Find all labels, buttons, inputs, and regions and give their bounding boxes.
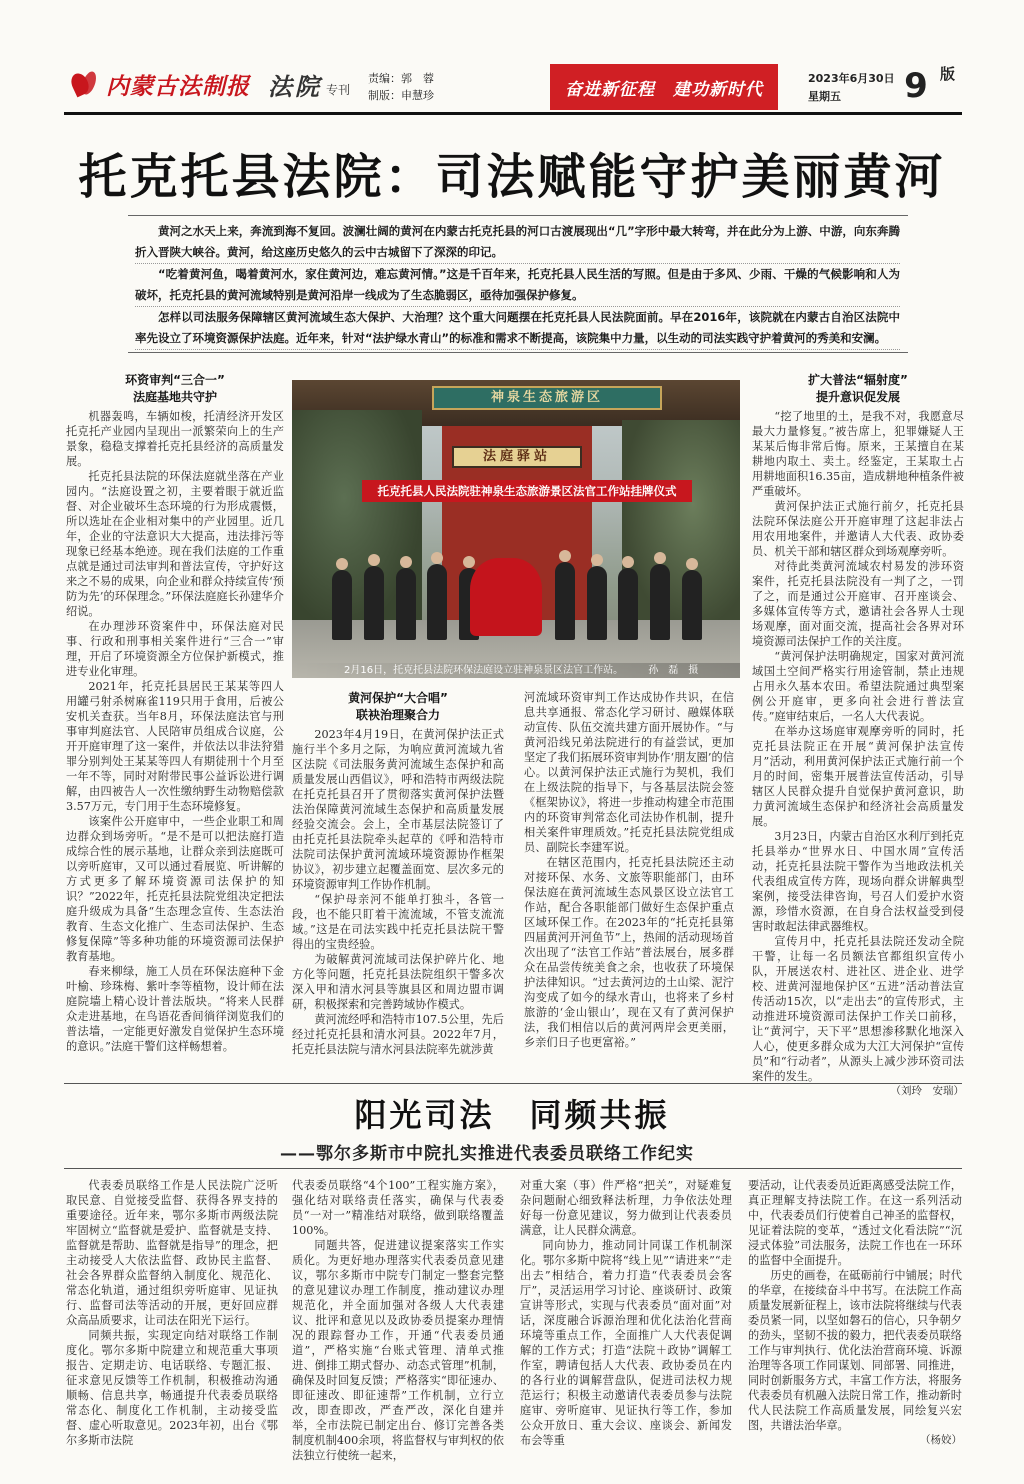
body-paragraph: 春来柳绿，施工人员在环保法庭种下金叶榆、珍珠梅、紫叶李等植物，设计师在法庭院墙上精心设计普法版块。“将来人民群众走进基地，在鸟语花香间徜徉浏览我们的普法墙，一定能更好激发自觉保护生态环境的意识。”法庭干警们这样畅想着。 bbox=[66, 965, 284, 1053]
caption-text: 2月16日，托克托县法院环保法庭设立驻神泉景区法官工作站。 bbox=[344, 665, 624, 676]
body-paragraph: 托克托县法院的环保法庭就坐落在产业园内。“法庭设置之初，主要着眼于就近监督、对企业破坏生态环境的行为形成震慑，所以选址在企业相对集中的产业园里。近几年，企业的守法意识大大提高，违法排污等现象已经基本绝迹。现在我们法庭的工作重点就是通过司法审判和普法宣传，守护好这来之不易的成果，向企业和群众持续宣传‘预防为先’的环保理念。”环保法庭庭长孙建华介绍说。 bbox=[66, 470, 284, 618]
subhead-line: 扩大普法“辐射度” bbox=[808, 373, 908, 387]
person bbox=[364, 566, 384, 640]
body-paragraph: 为破解黄河流域司法保护碎片化、地方化等问题，托克托县法院组织干警多次深入甲和清水河县等旗县区和周边盟市调研，积极探索和完善跨域协作模式。 bbox=[292, 953, 504, 1011]
article1-intro bbox=[135, 221, 900, 350]
weekday-text: 星期五 bbox=[808, 90, 841, 103]
court-station-photo bbox=[292, 380, 740, 678]
intro-paragraph: 黄河之水天上来，奔流到海不复回。波澜壮阔的黄河在内蒙古托克托县的河口古渡展现出“几”字形中最大转弯，并在此分为上游、中游，向东奔腾折入晋陕大峡谷。黄河，给这座历史悠久的云中古城留下了深深的印记。 bbox=[135, 221, 900, 264]
body-paragraph: “保护母亲河不能单打独斗，各管一段，也不能只盯着干流流域，不管支流流域。”这是在司法实践中托克托县法院干警得出的宝贵经验。 bbox=[292, 893, 504, 951]
article2-column-1 bbox=[66, 1178, 278, 1448]
body-paragraph: 历史的画卷，在砥砺前行中铺展；时代的华章，在接续奋斗中书写。在法院工作高质量发展新征程上，该市法院将继续与代表委员紧一同，以坚如磐石的信心，只争朝夕的劲头，坚韧不拔的毅力，把代表委员联络工作与审判执行、优化法治营商环境、诉源治理等各项工作同谋划、同部署、同推进，同时创新服务方式，丰富工作方法，将服务代表委员有机融入法院日常工作，推动新时代人民法院工作高质量发展，同绘复兴宏图，共谱法治华章。 bbox=[748, 1269, 962, 1432]
photo-credit: 孙 磊 摄 bbox=[648, 665, 699, 676]
intro-paragraph: “吃着黄河鱼，喝着黄河水，家住黄河边，难忘黄河情。”这是千百年来，托克托县人民生活的写照。但是由于多风、少雨、干燥的气候影响和人为破坏，托克托县的黄河流域特别是黄河沿岸一线成为了生态脆弱区，亟待加强保护修复。 bbox=[135, 264, 900, 307]
photo-banner: 托克托县人民法院驻神泉生态旅游景区法官工作站挂牌仪式 bbox=[362, 480, 692, 502]
subhead-line: 法庭基地共守护 bbox=[132, 390, 217, 404]
body-paragraph: 机器轰鸣，车辆如梭，托清经济开发区托克托产业园内呈现出一派繁荣向上的生产景象，稳稳支撑着托克托县经济的高质量发展。 bbox=[66, 410, 284, 468]
body-paragraph: 黄河流经呼和浩特市107.5公里，先后经过托克托县和清水河县。2022年7月，托克托县法院与清水河县法院率先就涉黄 bbox=[292, 1013, 504, 1056]
article1-column-2 bbox=[292, 690, 504, 1057]
producer-credit: 制版：申慧珍 bbox=[368, 89, 434, 102]
person bbox=[332, 570, 352, 640]
newspaper-logo bbox=[70, 64, 350, 104]
body-paragraph: 代表委员联络“4个100”工程实施方案》，强化结对联络责任落实，确保与代表委员“一对一”精准结对联络，做到联络覆盖100%。 bbox=[292, 1179, 504, 1237]
body-paragraph: 代表委员联络工作是人民法院广泛听取民意、自觉接受监督、获得各界支持的重要途径。近年来，鄂尔多斯市两级法院牢固树立“监督就是爱护、监督就是支持、监督就是帮助、监督就是指导”的理念，把主动接受人大依法监督、政协民主监督、社会各界群众监督纳入制度化、规范化、常态化轨道，通过组织旁听庭审、见证执行、监督司法等活动的开展，更好回应群众高品质要求，让司法在阳光下运行。 bbox=[66, 1179, 278, 1327]
section-divider bbox=[64, 1083, 962, 1084]
editor-credit: 责编：郭 蓉 bbox=[368, 72, 434, 85]
body-paragraph: 在辖区范围内，托克托县法院还主动对接环保、水务、文旅等职能部门，由环保法庭在黄河流域生态风景区设立法官工作站，配合各职能部门做好生态保护重点区域环保工作。在2023年的“托克托县第四届黄河开河鱼节”上，热闹的活动现场首次出现了“法官工作站”普法展台，展多群众在品尝传统美食之余，也收获了环境保护法律知识。“过去黄河边的土山梁、泥泞沟变成了如今的绿水青山，也将来了乡村旅游的‘金山银山’，现在又有了黄河保护法，我们相信以后的黄河两岸会更美丽，乡亲们日子也更富裕。” bbox=[524, 856, 734, 1049]
body-paragraph: 河流域环资审判工作达成协作共识，在信息共享通报、常态化学习研讨、融媒体联动宣传、队伍交流共建方面开展协作。“与黄河沿线兄弟法院进行的有益尝试，更加坚定了我们拓展环资审判协作‘朋友圈’的信心。以黄河保护法正式施行为契机，我们在上级法院的指导下，与各基层法院会签《框架协议》，将进一步推动构建全市范围内的环资审判常态化司法协作机制，提升相关案件审理质效。”托克托县法院党组成员、副院长李建军说。 bbox=[524, 691, 734, 854]
person bbox=[427, 564, 447, 640]
body-paragraph: 对待此类黄河流域农村易发的涉环资案件，托克托县法院没有一判了之，一罚了之，而是通过公开庭审、召开座谈会、多媒体宣传等方式，邀请社会各界人士现场观摩，面对面交流，提高社会各界对环境资源司法保护工作的关注度。 bbox=[752, 560, 964, 648]
photo-caption bbox=[292, 663, 740, 678]
subhead-line: 联袂治理聚合力 bbox=[355, 708, 440, 722]
person bbox=[682, 570, 702, 640]
body-paragraph: “挖了地里的土，是我不对，我愿意尽最大力量修复。”被告席上，犯罪嫌疑人王某某后悔非常后悔。原来，王某擅自在某耕地内取土、卖土。经鉴定，王某取土占用耕地面积16.35亩，造成耕地种植条件被严重破坏。 bbox=[752, 410, 964, 498]
editor-credits bbox=[368, 70, 434, 104]
subhead-line: 环资审判“三合一” bbox=[125, 373, 225, 387]
subhead-line: 提升意识促发展 bbox=[815, 390, 900, 404]
person bbox=[650, 564, 670, 640]
body-paragraph: 同频共振，实现定向结对联络工作制度化。鄂尔多斯中院建立和规范重大事项报告、定期走访、电话联络、专题汇报、征求意见反馈等工作机制，积极推动沟通顺畅、信息共享，畅通提升代表委员联络常态化、制度化工作机制，主动接受监督、虚心听取意见。2023年初，出台《鄂尔多斯市法院 bbox=[66, 1329, 278, 1447]
body-paragraph: 3月23日，内蒙古自治区水利厅到托克托县举办“世界水日、中国水周”宣传活动，托克托县法院干警作为当地政法机关代表组成宣传方阵，现场向群众讲解典型案例，接受法律咨询，号召人们爱护水资源，珍惜水资源，在自身合法权益受到侵害时敢起法律武器维权。 bbox=[752, 830, 964, 933]
intro-paragraph: 怎样以司法服务保障辖区黄河流域生态大保护、大治理？这个重大问题摆在托克托县人民法院面前。早在2016年，该院就在内蒙古自治区法院中率先设立了环境资源保护法庭。近年来，针对“法护绿水青山”的标准和需求不断提高，该院集中力量，以生动的司法实践守护着黄河的秀美和安澜。 bbox=[135, 307, 900, 350]
body-paragraph: 2023年4月19日，在黄河保护法正式施行半个多月之际，为响应黄河流域九省区法院《司法服务黄河流域生态保护和高质量发展山西倡议》，呼和浩特市两级法院在托克托县召开了贯彻落实黄河保护法暨法治保障黄河流域生态保护和高质量发展经验交流会。会上，全市基层法院签订了由托克托县法院牵头起草的《呼和浩特市法院司法保护黄河流域环境资源协作框架协议》，初步建立起覆盖面宽、层次多元的环境资源审判工作协作机制。 bbox=[292, 728, 504, 891]
body-paragraph: 同题共答，促进建议提案落实工作实质化。为更好地办理落实代表委员意见建议，鄂尔多斯市中院专门制定一整套完整的意见建议办理工作制度，推动建议办理规范化，并全面加强对各级人大代表建议、批评和意见以及政协委员提案办理情况的跟踪督办工作，开通“代表委员通道”，严格实施“台账式管理、清单式推进、倒排工期式督办、动态式管理”机制，确保及时回复反馈；严格落实“即征速办、即征速改、即征速帮”工作机制，立行立改，即查即改，严查严改，深化自建并举，全市法院已制定出台、修订完善各类制度机制400余项，将监督权与审判权的依法独立行使统一起来， bbox=[292, 1239, 504, 1462]
issue-date bbox=[808, 70, 895, 106]
column-subhead bbox=[752, 372, 964, 406]
article1-column-3 bbox=[524, 690, 734, 1050]
body-paragraph: 要活动，让代表委员近距离感受法院工作，真正理解支持法院工作。在这一系列活动中，代表委员们行使着自己神圣的监督权，见证着法院的变革，“透过文化看法院”“沉浸式体验”司法服务，法院工作也在一环环的监督中全面提升。 bbox=[748, 1179, 962, 1267]
body-paragraph: 对重大案（事）件严格“把关”，对疑难复杂问题耐心细致释法析理，力争依法处理好每一份意见建议，努力做到让代表委员满意，让人民群众满意。 bbox=[520, 1179, 732, 1237]
person bbox=[618, 568, 638, 640]
person bbox=[587, 566, 607, 640]
column-subhead bbox=[292, 690, 504, 724]
section-divider bbox=[64, 1168, 962, 1169]
photo-plaque: 神泉生态旅游区 bbox=[432, 386, 662, 410]
subhead-line: 黄河保护“大合唱” bbox=[348, 691, 448, 705]
article2-column-3 bbox=[520, 1178, 732, 1448]
page-unit: 版 bbox=[938, 66, 956, 81]
body-paragraph: 在举办这场庭审观摩旁听的同时，托克托县法院正在开展“黄河保护法宣传月”活动，利用黄河保护法正式施行前一个月的时间，密集开展普法宣传活动，引导辖区人民群众提升自觉保护黄河意识，助力黄河流域生态保护和经济社会高质量发展。 bbox=[752, 725, 964, 828]
article2-byline: （杨姣） bbox=[920, 1434, 962, 1446]
body-paragraph: 宣传月中，托克托县法院还发动全院干警，让每一名员额法官都组织宣传小队，开展送农村、进社区、进企业、进学校、进黄河湿地保护区“五进”活动普法宣传活动15次，以“走出去”的宣传形式，主动推进环境资源司法保护工作关口前移，让“黄河宁，天下平”思想渗移默化地深入人心，使更多群众成为大江大河保护“宣传员”和“行动者”，从源头上减少涉环资司法案件的发生。 bbox=[752, 935, 964, 1083]
article2-column-4 bbox=[748, 1178, 962, 1448]
article1-column-1 bbox=[66, 372, 284, 1054]
body-paragraph: 在办理涉环资案件中，环保法庭对民事、行政和刑事相关案件进行“三合一”审理，开启了环境资源全方位保护新模式，推进专业化审理。 bbox=[66, 620, 284, 678]
section-name: 法院 bbox=[268, 71, 322, 101]
page-number: 9 bbox=[904, 66, 928, 106]
article2-subheadline: ——鄂尔多斯市中院扎实推进代表委员联络工作纪实 bbox=[280, 1144, 694, 1164]
article2-column-2 bbox=[292, 1178, 504, 1463]
column-subhead bbox=[66, 372, 284, 406]
paper-name: 内蒙古法制报 bbox=[106, 72, 250, 100]
article1-byline: （刘玲 安瑞） bbox=[890, 1085, 964, 1097]
date-text: 2023年6月30日 bbox=[808, 72, 895, 85]
special-label: 专刊 bbox=[326, 82, 351, 97]
article1-column-4 bbox=[752, 372, 964, 1099]
body-paragraph: 同向协力，推动同计同谋工作机制深化。鄂尔多斯中院将“线上见”“请进来”“走出去”相结合，着力打造“代表委员会客厅”，灵活运用学习讨论、座谈研讨、政策宣讲等形式，实现与代表委员“面对面”对话，深度融合诉源治理和优化法治化营商环境等重点工作，全面推广人大代表促调解的工作方式；打造“法院＋政协”调解工作室，聘请包括人大代表、政协委员在内的各行业的调解营盘队，促进司法权力规范运行；积极主动邀请代表委员参与法院庭审、旁听庭审、见证执行等工作，参加公众开放日、重大会议、座谈会、新闻发布会等重 bbox=[520, 1239, 732, 1447]
photo-gate-sign: 法庭驿站 bbox=[452, 446, 582, 468]
body-paragraph: 2021年，托克托县居民王某某等四人用罐弓射杀树麻雀119只用于食用，后被公安机关查获。当年8月，环保法庭法官与刑事审判庭法官、人民陪审员组成合议庭，公开开庭审理了这一案件，并依法以非法狩猎罪分别判处王某某等四人有期徒刑十个月至一年不等，同时对附带民事公益诉讼进行调解，由四被告人一次性缴纳野生动物赔偿款3.57万元，专门用于生态环境修复。 bbox=[66, 680, 284, 813]
slogan-banner bbox=[550, 64, 778, 110]
article1-headline: 托克托县法院：司法赋能守护美丽黄河 bbox=[78, 149, 946, 205]
masthead-rule bbox=[64, 112, 962, 115]
masthead bbox=[0, 0, 1024, 112]
body-paragraph: 黄河保护法正式施行前夕，托克托县法院环保法庭公开开庭审理了这起非法占用农用地案件，并邀请人大代表、政协委员、机关干部和辖区群众到场观摩旁听。 bbox=[752, 500, 964, 558]
body-paragraph: 该案件公开庭审中，一些企业职工和周边群众到场旁听。“是不是可以把法庭打造成综合性的展示基地，让群众亲到法庭既可以旁听庭审，又可以通过看展览、听讲解的方式更多了解环境资源司法保护的知识？”2022年，托克托县法院党组决定把法庭升级成为具备“生态理念宣传、生态法治教育、生态文化推广、生态司法保护、生态修复保障”等多种功能的环境资源司法保护教育基地。 bbox=[66, 815, 284, 963]
person bbox=[396, 568, 416, 640]
body-paragraph: “黄河保护法明确规定，国家对黄河流域国土空间严格实行用途管制，禁止违规占用永久基本农田。希望法院通过典型案例公开庭审，更多向社会进行普法宣传。”庭审结束后，一名人大代表说。 bbox=[752, 650, 964, 723]
person bbox=[555, 562, 575, 640]
article2-headline: 阳光司法 同频共振 bbox=[354, 1096, 670, 1134]
slogan-text: 奋进新征程 建功新时代 bbox=[565, 79, 763, 100]
flame-logo-icon bbox=[70, 69, 100, 99]
red-unveiling-cloth bbox=[470, 558, 542, 636]
